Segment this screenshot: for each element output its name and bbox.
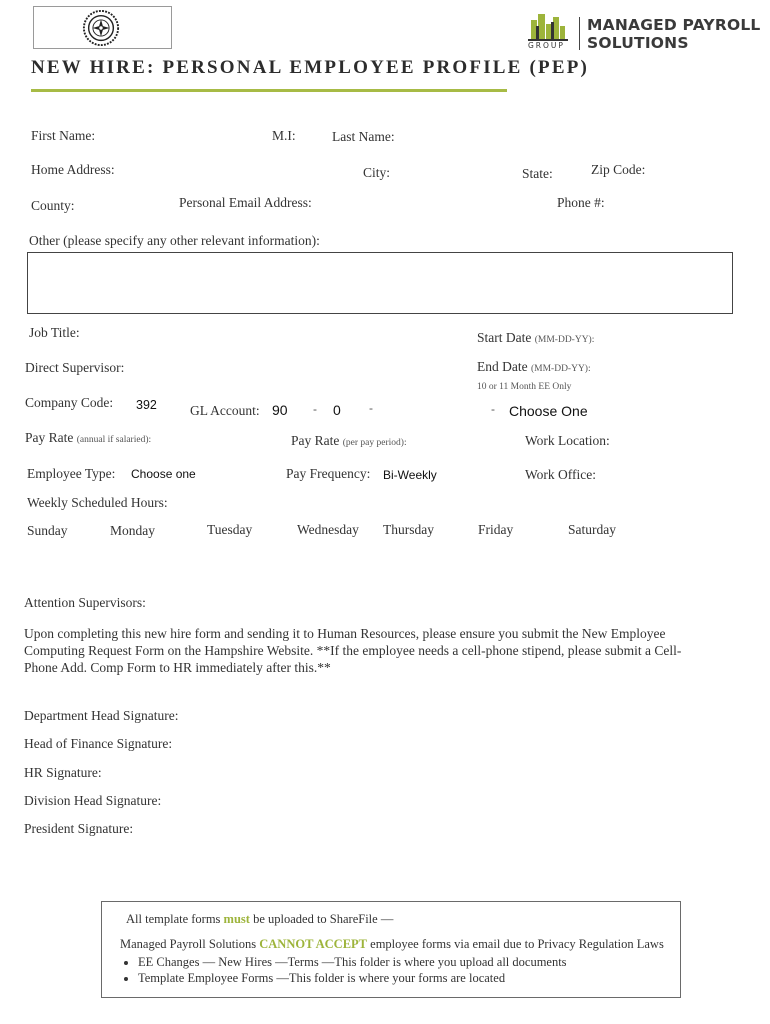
work-location-label: Work Location:: [525, 433, 610, 448]
hours-sunday-input[interactable]: [27, 545, 87, 563]
personal-email-label: Personal Email Address:: [179, 195, 312, 210]
gl-separator-2: -: [369, 401, 373, 415]
notice-line-2-start: Managed Payroll Solutions: [120, 937, 260, 951]
mi-label: M.I:: [272, 128, 296, 143]
job-title-label: Job Title:: [29, 325, 80, 340]
hampshire-seal-logo: [33, 6, 172, 49]
notice-line-2-end: employee forms via email due to Privacy Regulation Laws: [367, 937, 664, 951]
zip-code-input[interactable]: [650, 160, 730, 178]
county-label: County:: [31, 198, 75, 213]
start-date-input[interactable]: [605, 328, 730, 346]
title-underline: [31, 89, 507, 92]
notice-line-1-start: All template forms: [126, 912, 224, 926]
day-thursday: Thursday: [383, 522, 434, 537]
work-location-input[interactable]: [616, 431, 730, 449]
direct-supervisor-label: Direct Supervisor:: [25, 360, 125, 375]
day-monday: Monday: [110, 523, 155, 538]
weekly-hours-label: Weekly Scheduled Hours:: [27, 495, 168, 510]
day-sunday: Sunday: [27, 523, 68, 538]
pay-rate-period-input[interactable]: [415, 431, 515, 449]
pay-rate-period-note: (per pay period):: [342, 438, 407, 448]
gl-account-dropdown[interactable]: Choose One: [509, 403, 588, 419]
notice-bullet: • EE Changes — New Hires —Terms —This folder is where you upload all documents: [138, 954, 567, 970]
president-signature-label: President Signature:: [24, 821, 134, 836]
day-saturday: Saturday: [568, 522, 616, 537]
last-name-input[interactable]: [400, 126, 700, 144]
page-title: NEW HIRE: PERSONAL EMPLOYEE PROFILE (PEP): [31, 57, 590, 78]
brand-sub-label: GROUP: [528, 41, 565, 50]
finance-head-signature-label: Head of Finance Signature:: [24, 736, 173, 751]
notice-bullets: [122, 954, 567, 986]
employee-type-label: Employee Type:: [27, 466, 116, 481]
other-info-box[interactable]: [27, 252, 733, 314]
gl-account-part-1[interactable]: 90: [272, 402, 288, 418]
attention-supervisors-heading: Attention Supervisors:: [24, 595, 146, 610]
hr-signature-label: HR Signature:: [24, 765, 102, 780]
mi-input[interactable]: [298, 126, 326, 144]
personal-email-input[interactable]: [318, 193, 548, 211]
start-date-text: Start Date: [477, 330, 532, 345]
day-wednesday: Wednesday: [297, 522, 359, 537]
last-name-label: Last Name:: [332, 129, 395, 144]
day-tuesday: Tuesday: [207, 522, 253, 537]
pay-rate-period-text: Pay Rate: [291, 433, 340, 448]
end-date-input[interactable]: [600, 357, 730, 375]
other-info-label: Other (please specify any other relevant information):: [29, 233, 320, 248]
notice-cannot-accept: CANNOT ACCEPT: [259, 937, 368, 951]
phone-label: Phone #:: [557, 195, 605, 210]
city-label: City:: [363, 165, 391, 180]
supervisors-instructions: Upon completing this new hire form and sending it to Human Resources, please ensure you submit the New Employee Computing Request Form on the Hampshire Website. **If the employee needs a cell-phone stipend, please submit a Cell-Phone Add. Comp Form to HR immediately after this.**: [24, 626, 682, 675]
home-address-label: Home Address:: [31, 162, 115, 177]
state-input[interactable]: [557, 163, 587, 181]
end-date-format: (MM-DD-YY):: [530, 364, 591, 374]
direct-supervisor-input[interactable]: [130, 358, 465, 376]
phone-input[interactable]: [610, 193, 730, 211]
notice-line-2: [120, 937, 664, 952]
seal-icon: [82, 9, 120, 47]
hours-friday-input[interactable]: [478, 545, 538, 563]
start-date-format: (MM-DD-YY):: [534, 335, 595, 345]
zip-code-label: Zip Code:: [591, 162, 646, 177]
brand-name: [587, 16, 761, 52]
gl-separator-3: -: [491, 402, 495, 416]
hours-wednesday-input[interactable]: [297, 545, 357, 563]
employee-type-dropdown[interactable]: Choose one: [131, 467, 196, 481]
gl-account-label: GL Account:: [190, 403, 260, 418]
hours-tuesday-input[interactable]: [207, 545, 267, 563]
work-office-input[interactable]: [600, 465, 730, 483]
pay-rate-annual-text: Pay Rate: [25, 430, 74, 445]
work-office-label: Work Office:: [525, 467, 597, 482]
company-code-value[interactable]: 392: [136, 398, 157, 412]
pay-rate-annual-input[interactable]: [160, 428, 280, 446]
division-head-signature-label: Division Head Signature:: [24, 793, 162, 808]
end-date-label: [477, 359, 591, 375]
brand-line-1: MANAGED PAYROLL: [587, 16, 761, 34]
sharefile-notice: [101, 901, 681, 998]
pay-rate-annual-label: [25, 430, 151, 446]
notice-bullet: • Template Employee Forms —This folder is where your forms are located: [138, 970, 567, 986]
pay-rate-period-label: [291, 433, 407, 449]
state-label: State:: [522, 166, 553, 181]
county-input[interactable]: [80, 196, 175, 214]
pay-frequency-label: Pay Frequency:: [286, 466, 371, 481]
first-name-label: First Name:: [31, 128, 96, 143]
hours-saturday-input[interactable]: [568, 545, 628, 563]
company-code-label: Company Code:: [25, 395, 114, 410]
pay-rate-annual-note: (annual if salaried):: [76, 435, 152, 445]
managed-payroll-logo: [526, 12, 761, 54]
hours-thursday-input[interactable]: [383, 545, 443, 563]
gl-account-part-2[interactable]: 0: [333, 402, 341, 418]
first-name-input[interactable]: [100, 126, 265, 144]
dept-head-signature-label: Department Head Signature:: [24, 708, 179, 723]
end-date-text: End Date: [477, 359, 528, 374]
home-address-input[interactable]: [120, 160, 355, 178]
gl-separator-1: -: [313, 402, 317, 416]
start-date-label: [477, 330, 594, 346]
notice-line-1: [126, 912, 393, 927]
pay-frequency-dropdown[interactable]: Bi-Weekly: [383, 468, 437, 482]
brand-divider: [579, 17, 580, 50]
day-friday: Friday: [478, 522, 514, 537]
other-info-textarea[interactable]: [28, 253, 736, 317]
hours-monday-input[interactable]: [110, 545, 170, 563]
job-title-input[interactable]: [85, 323, 465, 341]
city-input[interactable]: [395, 162, 515, 180]
notice-must: must: [223, 912, 250, 926]
brand-line-2: SOLUTIONS: [587, 34, 689, 52]
notice-line-1-end: be uploaded to ShareFile —: [249, 912, 394, 926]
month-ee-note: 10 or 11 Month EE Only: [477, 382, 572, 392]
